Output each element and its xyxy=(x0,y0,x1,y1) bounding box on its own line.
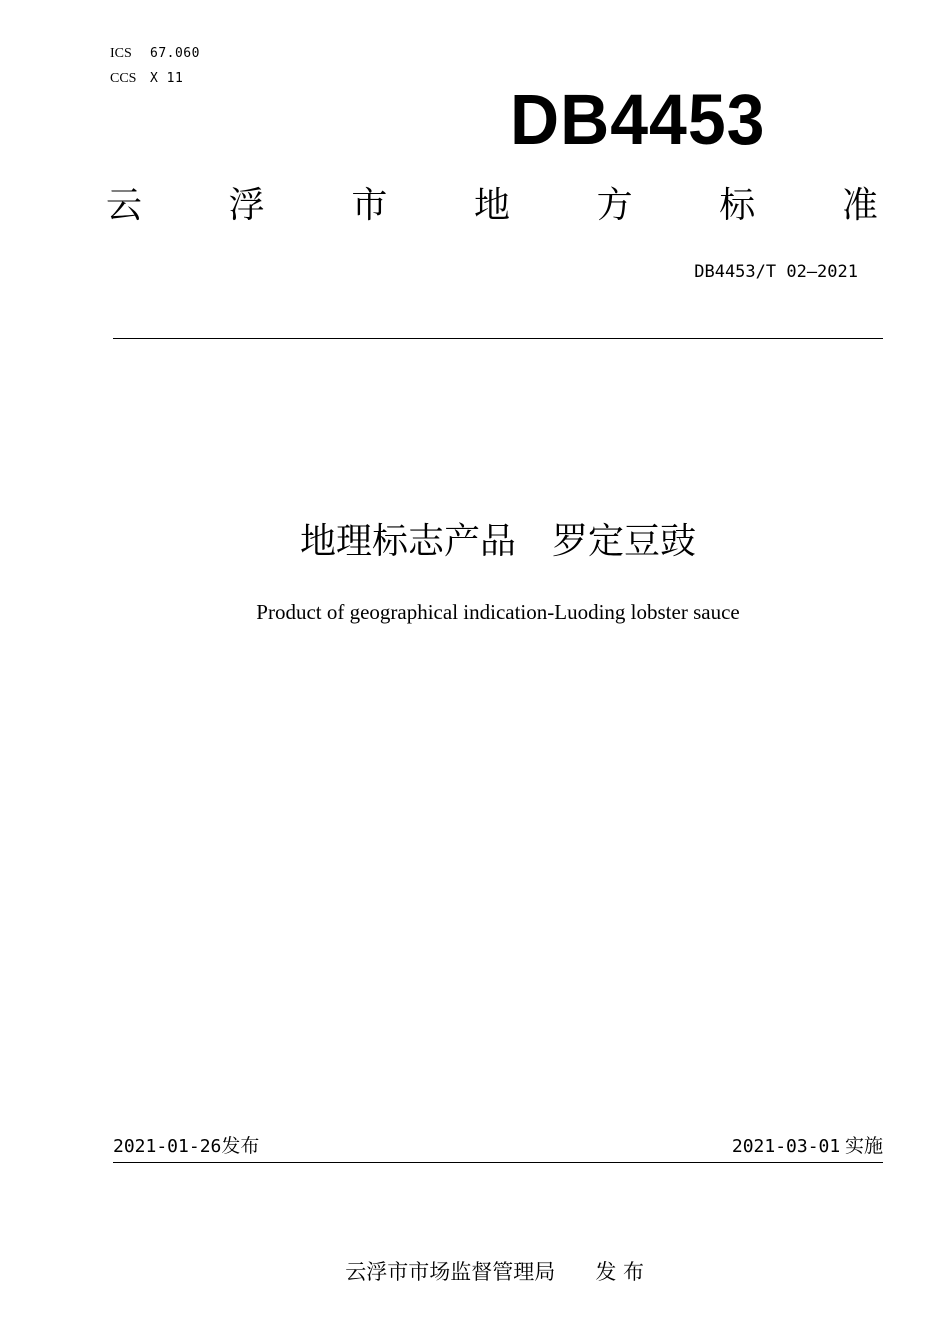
standard-type-char: 标 xyxy=(719,185,756,226)
implement-date-label: 实施 xyxy=(844,1135,883,1157)
issuer-gap xyxy=(555,1260,595,1284)
standard-type-char: 云 xyxy=(106,185,143,226)
issue-date xyxy=(113,1133,259,1160)
ics-value: 67.060 xyxy=(150,46,200,61)
implement-date-value: 2021-03-01 xyxy=(731,1136,841,1157)
ics-row xyxy=(110,46,200,62)
standard-type-heading xyxy=(106,183,878,229)
ccs-row xyxy=(110,71,183,87)
standard-type-char: 浮 xyxy=(228,185,265,226)
title-chinese: 地理标志产品 罗定豆豉 xyxy=(299,521,696,562)
issuer-name: 云浮市市场监督管理局 xyxy=(345,1260,556,1284)
implement-date xyxy=(732,1133,883,1160)
issuing-authority xyxy=(0,1227,950,1287)
standard-number: DB4453/T 02—2021 xyxy=(694,262,858,282)
standard-type-char: 方 xyxy=(596,185,633,226)
standard-type-char: 准 xyxy=(841,185,878,226)
ics-label: ICS xyxy=(110,46,132,61)
ccs-value: X 11 xyxy=(150,71,184,86)
standard-type-char: 地 xyxy=(473,185,510,226)
ccs-label: CCS xyxy=(110,71,137,86)
standard-type-char: 市 xyxy=(351,185,388,226)
standard-logo: DB4453 xyxy=(510,80,766,160)
footer-divider xyxy=(113,1162,883,1163)
header-divider xyxy=(113,338,883,339)
title-english: Product of geographical indication-Luoding lobster sauce xyxy=(256,600,740,624)
issuer-action: 发 布 xyxy=(595,1260,645,1284)
issue-date-label: 发布 xyxy=(221,1135,260,1157)
issue-date-value: 2021-01-26 xyxy=(113,1136,222,1157)
